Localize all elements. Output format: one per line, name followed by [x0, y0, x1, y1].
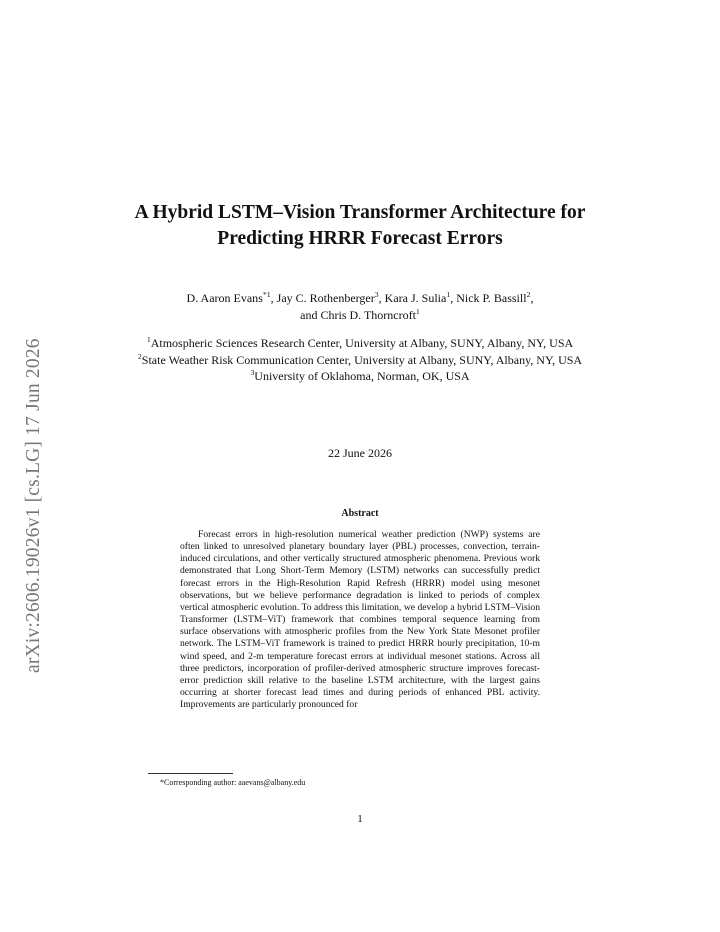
footnote-rule — [148, 773, 233, 774]
author-name: Nick P. Bassill — [456, 291, 527, 305]
affiliation-text: Atmospheric Sciences Research Center, University at Albany, SUNY, Albany, NY, USA — [150, 336, 574, 350]
author-name: Jay C. Rothenberger — [276, 291, 375, 305]
author-mark: 2 — [526, 290, 531, 299]
paper-date: 22 June 2026 — [328, 446, 392, 460]
author-name: D. Aaron Evans — [186, 291, 263, 305]
author-name: Kara J. Sulia — [384, 291, 447, 305]
author-name: Chris D. Thorncroft — [320, 308, 416, 322]
affiliation-mark: 1 — [146, 335, 151, 344]
abstract-text: Forecast errors in high-resolution numerical weather prediction (NWP) systems are often linked to unresolved planetary boundary layer (PBL) processes, convection, terrain-induced circulations, and other vertically structured atmospheric phenomena. Previous work demonstrated that Long Short-Term Memory (LSTM) networks can successfully predict forecast errors in the High-Resolution Rapid Refresh (HRRR) model using mesonet observations, but we believe performance degradation is linked to periods of complex vertical atmospheric evolution. To address this limitation, we develop a hybrid LSTM–Vision Transformer (LSTM–ViT) framework that combines temporal sequence learning from surface observations with atmospheric profiles from the New York State Mesonet profiler network. The LSTM–ViT framework is trained to predict HRRR hourly precipitation, 10-m wind speed, and 2-m temperature forecast errors at individual mesonet stations. Across all three predictors, incorporation of profiler-derived atmospheric structure improves forecast-error prediction skill relative to the baseline LSTM architecture, with the largest gains occurring at shorter forecast lead times and during periods of enhanced PBL activity. Improvements are particularly pronounced for — [180, 529, 540, 711]
footnote: *Corresponding author: aaevans@albany.edu — [160, 778, 306, 787]
abstract-heading: Abstract — [341, 508, 379, 519]
author-mark: 1 — [446, 290, 451, 299]
affiliation — [120, 368, 600, 385]
paper-title: A Hybrid LSTM–Vision Transformer Architecture for Predicting HRRR Forecast Errors — [134, 202, 586, 249]
affiliation-mark: 2 — [137, 351, 142, 361]
arxiv-identifier: arXiv:2606.19026v1 [cs.LG] 17 Jun 2026 — [23, 338, 44, 673]
affiliation — [120, 335, 600, 352]
affiliation-text: State Weather Risk Communication Center, University at Albany, SUNY, Albany, NY, USA — [141, 352, 583, 367]
affiliation-list — [120, 335, 600, 385]
author-mark: 1 — [415, 307, 420, 316]
author-list: D. Aaron Evans$^{*1}$, Jay C. Rothenberger$^3$, Kara J. Sulia$^1$, Nick P. Bassill$^2$, and Chris D. Thorncroft$^1$ — [186, 290, 534, 322]
author-mark: 3 — [374, 290, 379, 299]
author-mark: *1 — [262, 290, 271, 299]
affiliation-text: University of Oklahoma, Norman, OK, USA — [254, 369, 470, 383]
affiliation — [120, 352, 600, 369]
page-number: 1 — [357, 813, 363, 825]
affiliation-mark: 3 — [250, 368, 255, 377]
